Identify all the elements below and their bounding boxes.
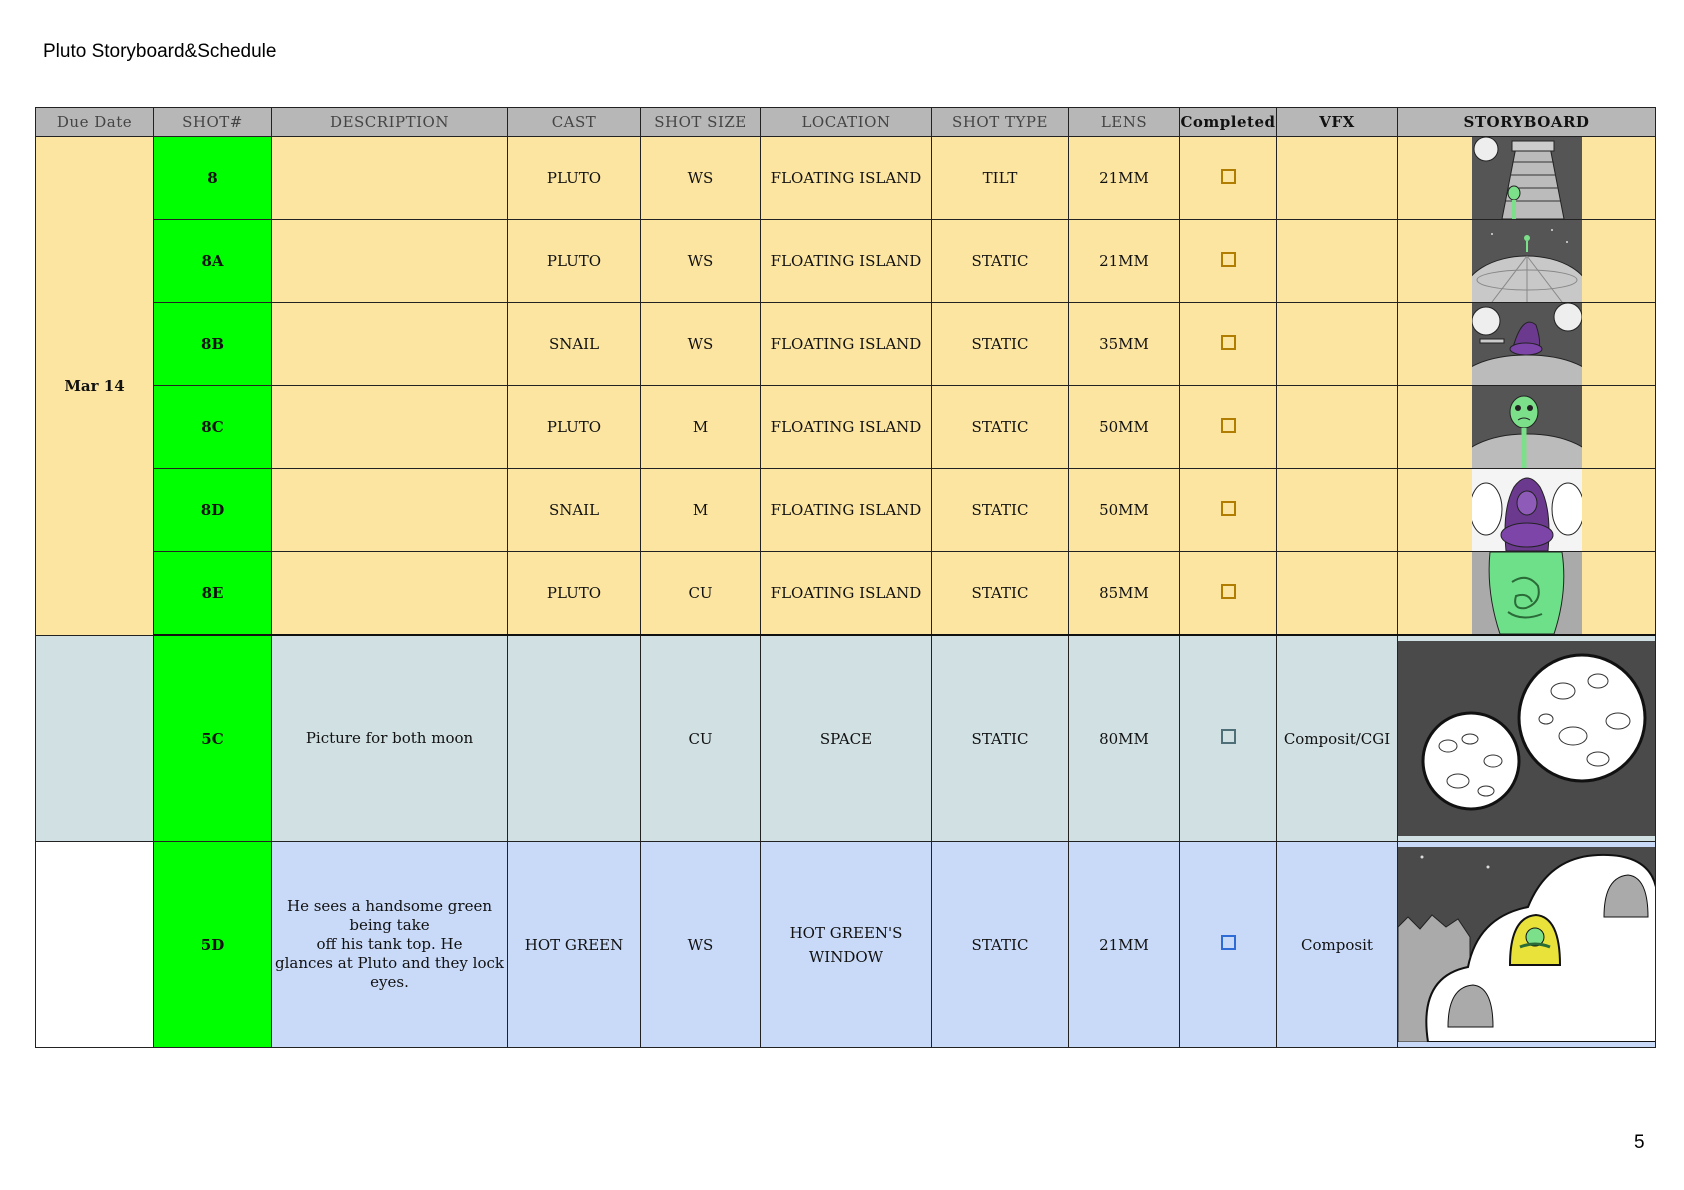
storyboard-cell	[1398, 552, 1656, 636]
storyboard-cell	[1398, 635, 1656, 842]
description-line: He sees a handsome green being take	[286, 897, 492, 934]
completed-checkbox[interactable]	[1221, 335, 1236, 350]
cast-cell: PLUTO	[508, 137, 641, 220]
completed-cell	[1180, 137, 1277, 220]
shot-number-cell: 8E	[154, 552, 272, 636]
lens-cell: 80MM	[1069, 635, 1180, 842]
storyboard-cell	[1398, 842, 1656, 1048]
location-cell: FLOATING ISLAND	[761, 220, 932, 303]
storyboard-cell	[1398, 303, 1656, 386]
vfx-cell	[1277, 552, 1398, 636]
shot-type-cell: STATIC	[932, 842, 1069, 1048]
completed-cell	[1180, 469, 1277, 552]
cast-cell: PLUTO	[508, 386, 641, 469]
table-row	[36, 386, 1656, 469]
lens-cell: 50MM	[1069, 386, 1180, 469]
vfx-cell	[1277, 469, 1398, 552]
completed-cell	[1180, 303, 1277, 386]
shot-type-cell: STATIC	[932, 386, 1069, 469]
cast-cell: HOT GREEN	[508, 842, 641, 1048]
due-date-cell: Mar 14	[36, 137, 154, 636]
shot-number-cell: 5D	[154, 842, 272, 1048]
lens-cell: 50MM	[1069, 469, 1180, 552]
shot-size-cell: WS	[641, 220, 761, 303]
shot-number-cell: 8C	[154, 386, 272, 469]
lens-cell: 85MM	[1069, 552, 1180, 636]
document-title: Pluto Storyboard&Schedule	[43, 41, 277, 62]
lens-cell: 21MM	[1069, 220, 1180, 303]
cast-cell	[508, 635, 641, 842]
hot-green-window-thumbnail	[1398, 847, 1656, 1042]
location-cell: FLOATING ISLAND	[761, 386, 932, 469]
vfx-cell: Composit/CGI	[1277, 635, 1398, 842]
vfx-cell	[1277, 386, 1398, 469]
table-row	[36, 842, 1656, 1048]
shot-number-cell: 8D	[154, 469, 272, 552]
location-cell: FLOATING ISLAND	[761, 303, 932, 386]
shot-type-cell: STATIC	[932, 303, 1069, 386]
due-date-cell	[36, 842, 154, 1048]
green-hands-thumbnail	[1472, 552, 1582, 634]
header-shot-size: SHOT SIZE	[641, 108, 761, 137]
shot-type-cell: TILT	[932, 137, 1069, 220]
header-storyboard: STORYBOARD	[1398, 108, 1656, 137]
shot-number-cell: 5C	[154, 635, 272, 842]
shot-size-cell: WS	[641, 137, 761, 220]
shot-size-cell: CU	[641, 552, 761, 636]
location-cell: FLOATING ISLAND	[761, 137, 932, 220]
table-row	[36, 552, 1656, 636]
pluto-on-stairs-thumbnail	[1472, 137, 1582, 219]
description-cell	[272, 303, 508, 386]
shot-size-cell: M	[641, 386, 761, 469]
location-cell: HOT GREEN'S WINDOW	[761, 842, 932, 1048]
purple-creature-closeup-thumbnail	[1472, 469, 1582, 551]
pluto-on-platform-thumbnail	[1472, 220, 1582, 302]
pluto-closeup-thumbnail	[1472, 386, 1582, 468]
description-line: off his tank top. He	[316, 935, 463, 953]
location-cell: SPACE	[761, 635, 932, 842]
shot-size-cell: WS	[641, 303, 761, 386]
completed-cell	[1180, 552, 1277, 636]
table-row	[36, 137, 1656, 220]
description-cell	[272, 137, 508, 220]
storyboard-cell	[1398, 220, 1656, 303]
header-completed: Completed	[1180, 108, 1277, 137]
shot-number-cell: 8	[154, 137, 272, 220]
completed-cell	[1180, 220, 1277, 303]
completed-checkbox[interactable]	[1221, 169, 1236, 184]
schedule-table	[35, 107, 1656, 1048]
cast-cell: PLUTO	[508, 220, 641, 303]
completed-checkbox[interactable]	[1221, 584, 1236, 599]
header-due-date: Due Date	[36, 108, 154, 137]
cast-cell: SNAIL	[508, 469, 641, 552]
storyboard-cell	[1398, 386, 1656, 469]
shot-size-cell: CU	[641, 635, 761, 842]
storyboard-cell	[1398, 469, 1656, 552]
shot-type-cell: STATIC	[932, 469, 1069, 552]
vfx-cell	[1277, 220, 1398, 303]
due-date-cell	[36, 635, 154, 842]
completed-checkbox[interactable]	[1221, 418, 1236, 433]
header-row	[36, 108, 1656, 137]
shot-type-cell: STATIC	[932, 635, 1069, 842]
table-row	[36, 220, 1656, 303]
completed-cell	[1180, 386, 1277, 469]
header-location: LOCATION	[761, 108, 932, 137]
description-cell	[272, 386, 508, 469]
lens-cell: 21MM	[1069, 842, 1180, 1048]
header-shot-number: SHOT#	[154, 108, 272, 137]
lens-cell: 35MM	[1069, 303, 1180, 386]
storyboard-cell	[1398, 137, 1656, 220]
shot-number-cell: 8A	[154, 220, 272, 303]
description-line: glances at Pluto and they lock eyes.	[275, 954, 504, 991]
description-cell	[272, 842, 508, 1048]
two-moons-thumbnail	[1398, 641, 1656, 836]
header-description: DESCRIPTION	[272, 108, 508, 137]
shot-size-cell: WS	[641, 842, 761, 1048]
header-vfx: VFX	[1277, 108, 1398, 137]
lens-cell: 21MM	[1069, 137, 1180, 220]
vfx-cell: Composit	[1277, 842, 1398, 1048]
location-cell: FLOATING ISLAND	[761, 469, 932, 552]
description-cell	[272, 220, 508, 303]
shot-number-cell: 8B	[154, 303, 272, 386]
purple-creature-thumbnail	[1472, 303, 1582, 385]
completed-checkbox[interactable]	[1221, 729, 1236, 744]
page-number: 5	[1634, 1132, 1645, 1153]
completed-checkbox[interactable]	[1221, 935, 1236, 950]
header-lens: LENS	[1069, 108, 1180, 137]
completed-checkbox[interactable]	[1221, 252, 1236, 267]
completed-checkbox[interactable]	[1221, 501, 1236, 516]
cast-cell: PLUTO	[508, 552, 641, 636]
location-cell: FLOATING ISLAND	[761, 552, 932, 636]
table-row	[36, 635, 1656, 842]
completed-cell	[1180, 635, 1277, 842]
completed-cell	[1180, 842, 1277, 1048]
header-shot-type: SHOT TYPE	[932, 108, 1069, 137]
header-cast: CAST	[508, 108, 641, 137]
vfx-cell	[1277, 137, 1398, 220]
shot-size-cell: M	[641, 469, 761, 552]
shot-type-cell: STATIC	[932, 220, 1069, 303]
table-row	[36, 303, 1656, 386]
vfx-cell	[1277, 303, 1398, 386]
table-row	[36, 469, 1656, 552]
shot-type-cell: STATIC	[932, 552, 1069, 636]
description-cell	[272, 469, 508, 552]
description-cell: Picture for both moon	[272, 635, 508, 842]
cast-cell: SNAIL	[508, 303, 641, 386]
description-cell	[272, 552, 508, 636]
